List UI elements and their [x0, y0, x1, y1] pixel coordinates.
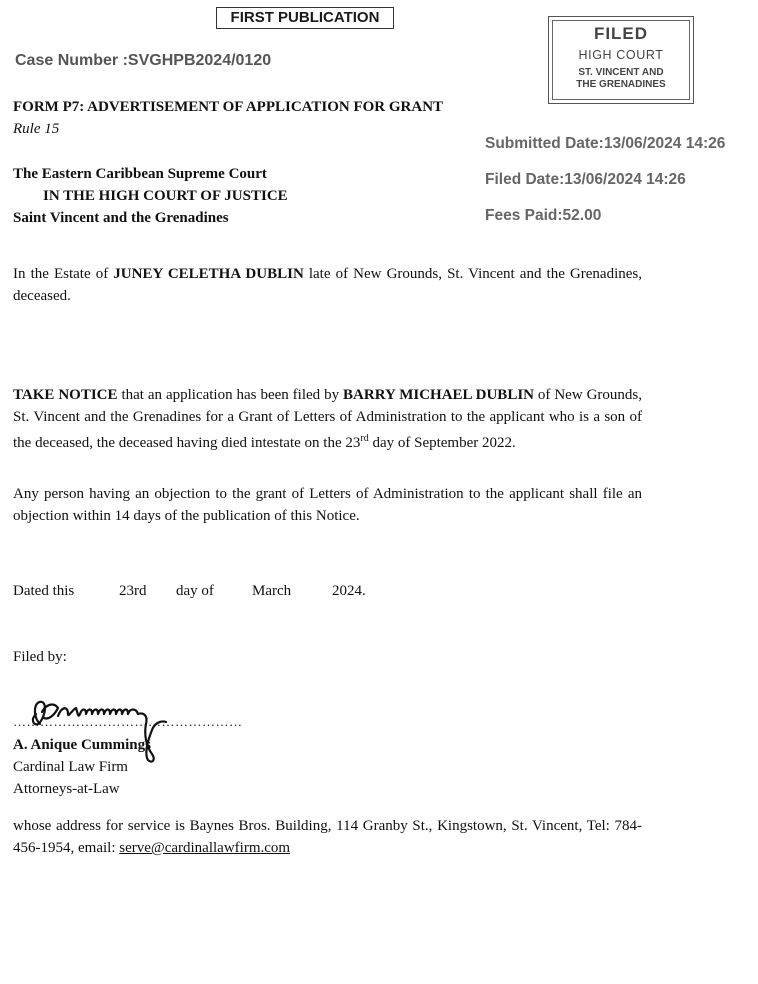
form-rule: Rule 15	[13, 121, 60, 137]
deceased-name: JUNEY CELETHA DUBLIN	[113, 266, 304, 282]
stamp-jurisdiction-line1: ST. VINCENT AND	[578, 67, 664, 78]
signature-line: ……………………………………………	[13, 714, 243, 729]
applicant-name: BARRY MICHAEL DUBLIN	[343, 387, 534, 403]
dated-label: Dated this	[13, 583, 75, 599]
email-link[interactable]: serve@cardinallawfirm.com	[119, 840, 291, 856]
notice-paragraph: TAKE NOTICE that an application has been filed by BARRY MICHAEL DUBLIN of New Grounds, St. Vincent and the Grenadines for a Grant of Letters of Administration to the applicant who is a son of the deceased, the deceased having died intestate on the 23rd day of September 2022.	[13, 387, 643, 451]
dated-day: 23rd	[119, 583, 147, 599]
estate-paragraph: In the Estate of JUNEY CELETHA DUBLIN late of New Grounds, St. Vincent and the Grenadines, deceased.	[13, 266, 642, 304]
law-firm-name: Cardinal Law Firm	[13, 759, 128, 775]
dated-year: 2024.	[332, 583, 366, 599]
handwritten-signature	[28, 694, 178, 769]
court-division: IN THE HIGH COURT OF JUSTICE	[43, 188, 288, 204]
attorney-role: Attorneys-at-Law	[13, 781, 120, 797]
filed-date: Filed Date:13/06/2024 14:26	[485, 171, 686, 188]
stamp-court-text: HIGH COURT	[578, 48, 664, 62]
dated-month: March	[252, 583, 292, 599]
court-name: The Eastern Caribbean Supreme Court	[13, 166, 267, 182]
case-number: Case Number :SVGHPB2024/0120	[15, 52, 272, 69]
fees-paid: Fees Paid:52.00	[485, 207, 602, 224]
form-title: FORM P7: ADVERTISEMENT OF APPLICATION FOR GRANT	[13, 99, 444, 115]
objection-paragraph: Any person having an objection to the grant of Letters of Administration to the applicant shall file an objection within 14 days of the publication of this Notice.	[13, 486, 642, 524]
stamp-jurisdiction-line2: THE GRENADINES	[576, 79, 666, 90]
submitted-date: Submitted Date:13/06/2024 14:26	[485, 135, 726, 152]
service-address-paragraph: whose address for service is Baynes Bros. Building, 114 Granby St., Kingstown, St. Vincent, Tel: 784-456-1954, email: serve@cardinallawfirm.com	[13, 818, 642, 856]
notice-lead: TAKE NOTICE	[13, 387, 118, 403]
publication-label: FIRST PUBLICATION	[216, 7, 394, 29]
attorney-name: A. Anique Cummings	[13, 737, 151, 753]
filed-stamp	[548, 16, 694, 104]
stamp-filed-text: FILED	[593, 24, 649, 43]
filed-by-label: Filed by:	[13, 649, 67, 665]
court-jurisdiction: Saint Vincent and the Grenadines	[13, 210, 229, 226]
dated-day-of: day of	[176, 583, 214, 599]
